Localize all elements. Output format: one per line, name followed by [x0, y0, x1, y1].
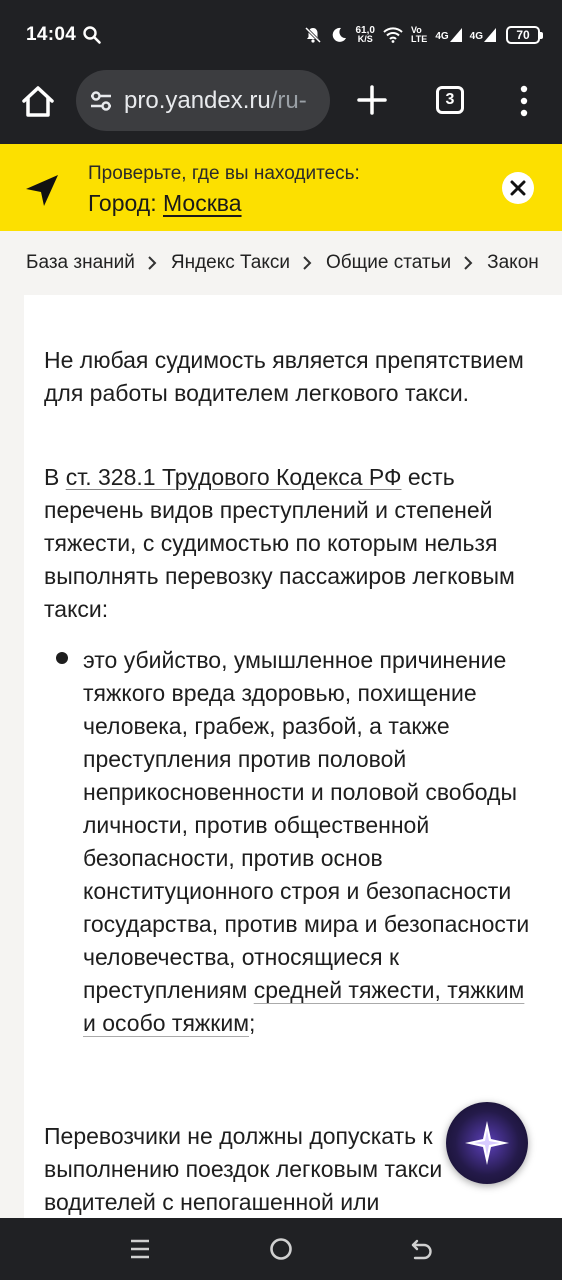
- severity-link[interactable]: средней тяжести, тяжким и особо тяжким: [83, 977, 525, 1036]
- location-question: Проверьте, где вы находитесь:: [88, 163, 360, 184]
- sparkle-icon: [462, 1118, 512, 1168]
- back-icon[interactable]: [409, 1236, 435, 1262]
- mute-icon: [304, 26, 322, 44]
- breadcrumb-item[interactable]: База знаний: [26, 252, 135, 273]
- location-arrow-icon: [24, 172, 60, 208]
- paragraph: [44, 461, 524, 626]
- assistant-button[interactable]: [446, 1102, 528, 1184]
- system-nav-bar: [0, 1218, 562, 1280]
- moon-icon: [330, 26, 348, 44]
- location-banner: [0, 144, 562, 231]
- breadcrumb-item[interactable]: Яндекс Такси: [170, 252, 291, 273]
- net-type-1: 4G: [435, 31, 449, 42]
- signal-1: [435, 28, 461, 42]
- url-domain: pro.yandex.ru: [124, 86, 271, 114]
- volte-bottom: LTE: [410, 34, 428, 44]
- breadcrumb-item[interactable]: Общие статьи: [326, 252, 452, 273]
- volte-indicator: [411, 26, 427, 44]
- paragraph: Не любая судимость является препятствием для работы водителем легкового такси.: [44, 347, 524, 406]
- law-link[interactable]: ст. 328.1 Трудового Кодекса РФ: [65, 464, 402, 490]
- content-area: [0, 295, 562, 1218]
- net-type-2: 4G: [469, 31, 483, 42]
- text: ;: [249, 1010, 256, 1036]
- plus-icon[interactable]: [354, 82, 390, 118]
- status-bar: [0, 0, 562, 70]
- article: [24, 295, 562, 1218]
- speed-unit: K/S: [357, 34, 373, 44]
- search-icon: [82, 25, 102, 45]
- close-icon: [510, 180, 526, 196]
- url-text: [124, 87, 307, 115]
- city-label: Город:: [88, 190, 163, 216]
- bullet-dot: [56, 652, 68, 664]
- browser-toolbar: [0, 70, 562, 144]
- tab-count: 3: [445, 91, 455, 108]
- signal-2: [470, 28, 496, 42]
- close-button[interactable]: [502, 172, 534, 204]
- network-speed: [356, 26, 375, 44]
- breadcrumb-item[interactable]: Закон: [487, 252, 539, 273]
- text: это убийство, умышленное причинение тяжкого вреда здоровью, похищение человека, грабеж, разбой, а также преступления против половой неприкосновенности и половой свободы личности, против общественной безопасности, против основ конституционного строя и безопасности государства, против мира и безопасности человечества, относящиеся к преступлениям: [83, 647, 530, 1003]
- wifi-icon: [383, 27, 403, 43]
- status-time: 14:04: [26, 24, 77, 45]
- signal-icon: [484, 28, 496, 42]
- battery-level: 70: [516, 28, 530, 42]
- tabs-icon[interactable]: [436, 86, 464, 114]
- city-link[interactable]: Москва: [163, 190, 242, 216]
- chevron-right-icon: [463, 256, 473, 270]
- speed-value: 61,0: [355, 25, 375, 36]
- status-icons: [304, 26, 541, 44]
- site-settings-icon[interactable]: [88, 88, 114, 114]
- chevron-right-icon: [302, 256, 312, 270]
- chevron-right-icon: [147, 256, 157, 270]
- url-path: /ru-: [270, 86, 307, 114]
- battery-icon: [506, 26, 540, 44]
- home-circle-icon[interactable]: [269, 1237, 293, 1261]
- more-icon[interactable]: [516, 84, 532, 118]
- list-item: [83, 644, 533, 1040]
- address-bar[interactable]: [76, 70, 330, 131]
- paragraph: Перевозчики не должны допускать к выполнению поездок легковым такси водителей с непогашенной или: [44, 1123, 443, 1215]
- location-city: [88, 190, 242, 217]
- menu-icon[interactable]: [129, 1237, 151, 1261]
- text: есть перечень видов преступлений и степеней тяжести, с судимостью по которым нельзя выполнять перевозку пассажиров легковым такси:: [44, 464, 515, 622]
- breadcrumb: [0, 231, 562, 295]
- text: В: [44, 464, 66, 490]
- home-icon[interactable]: [18, 82, 58, 122]
- volte-top: Vo: [410, 25, 422, 35]
- signal-icon: [450, 28, 462, 42]
